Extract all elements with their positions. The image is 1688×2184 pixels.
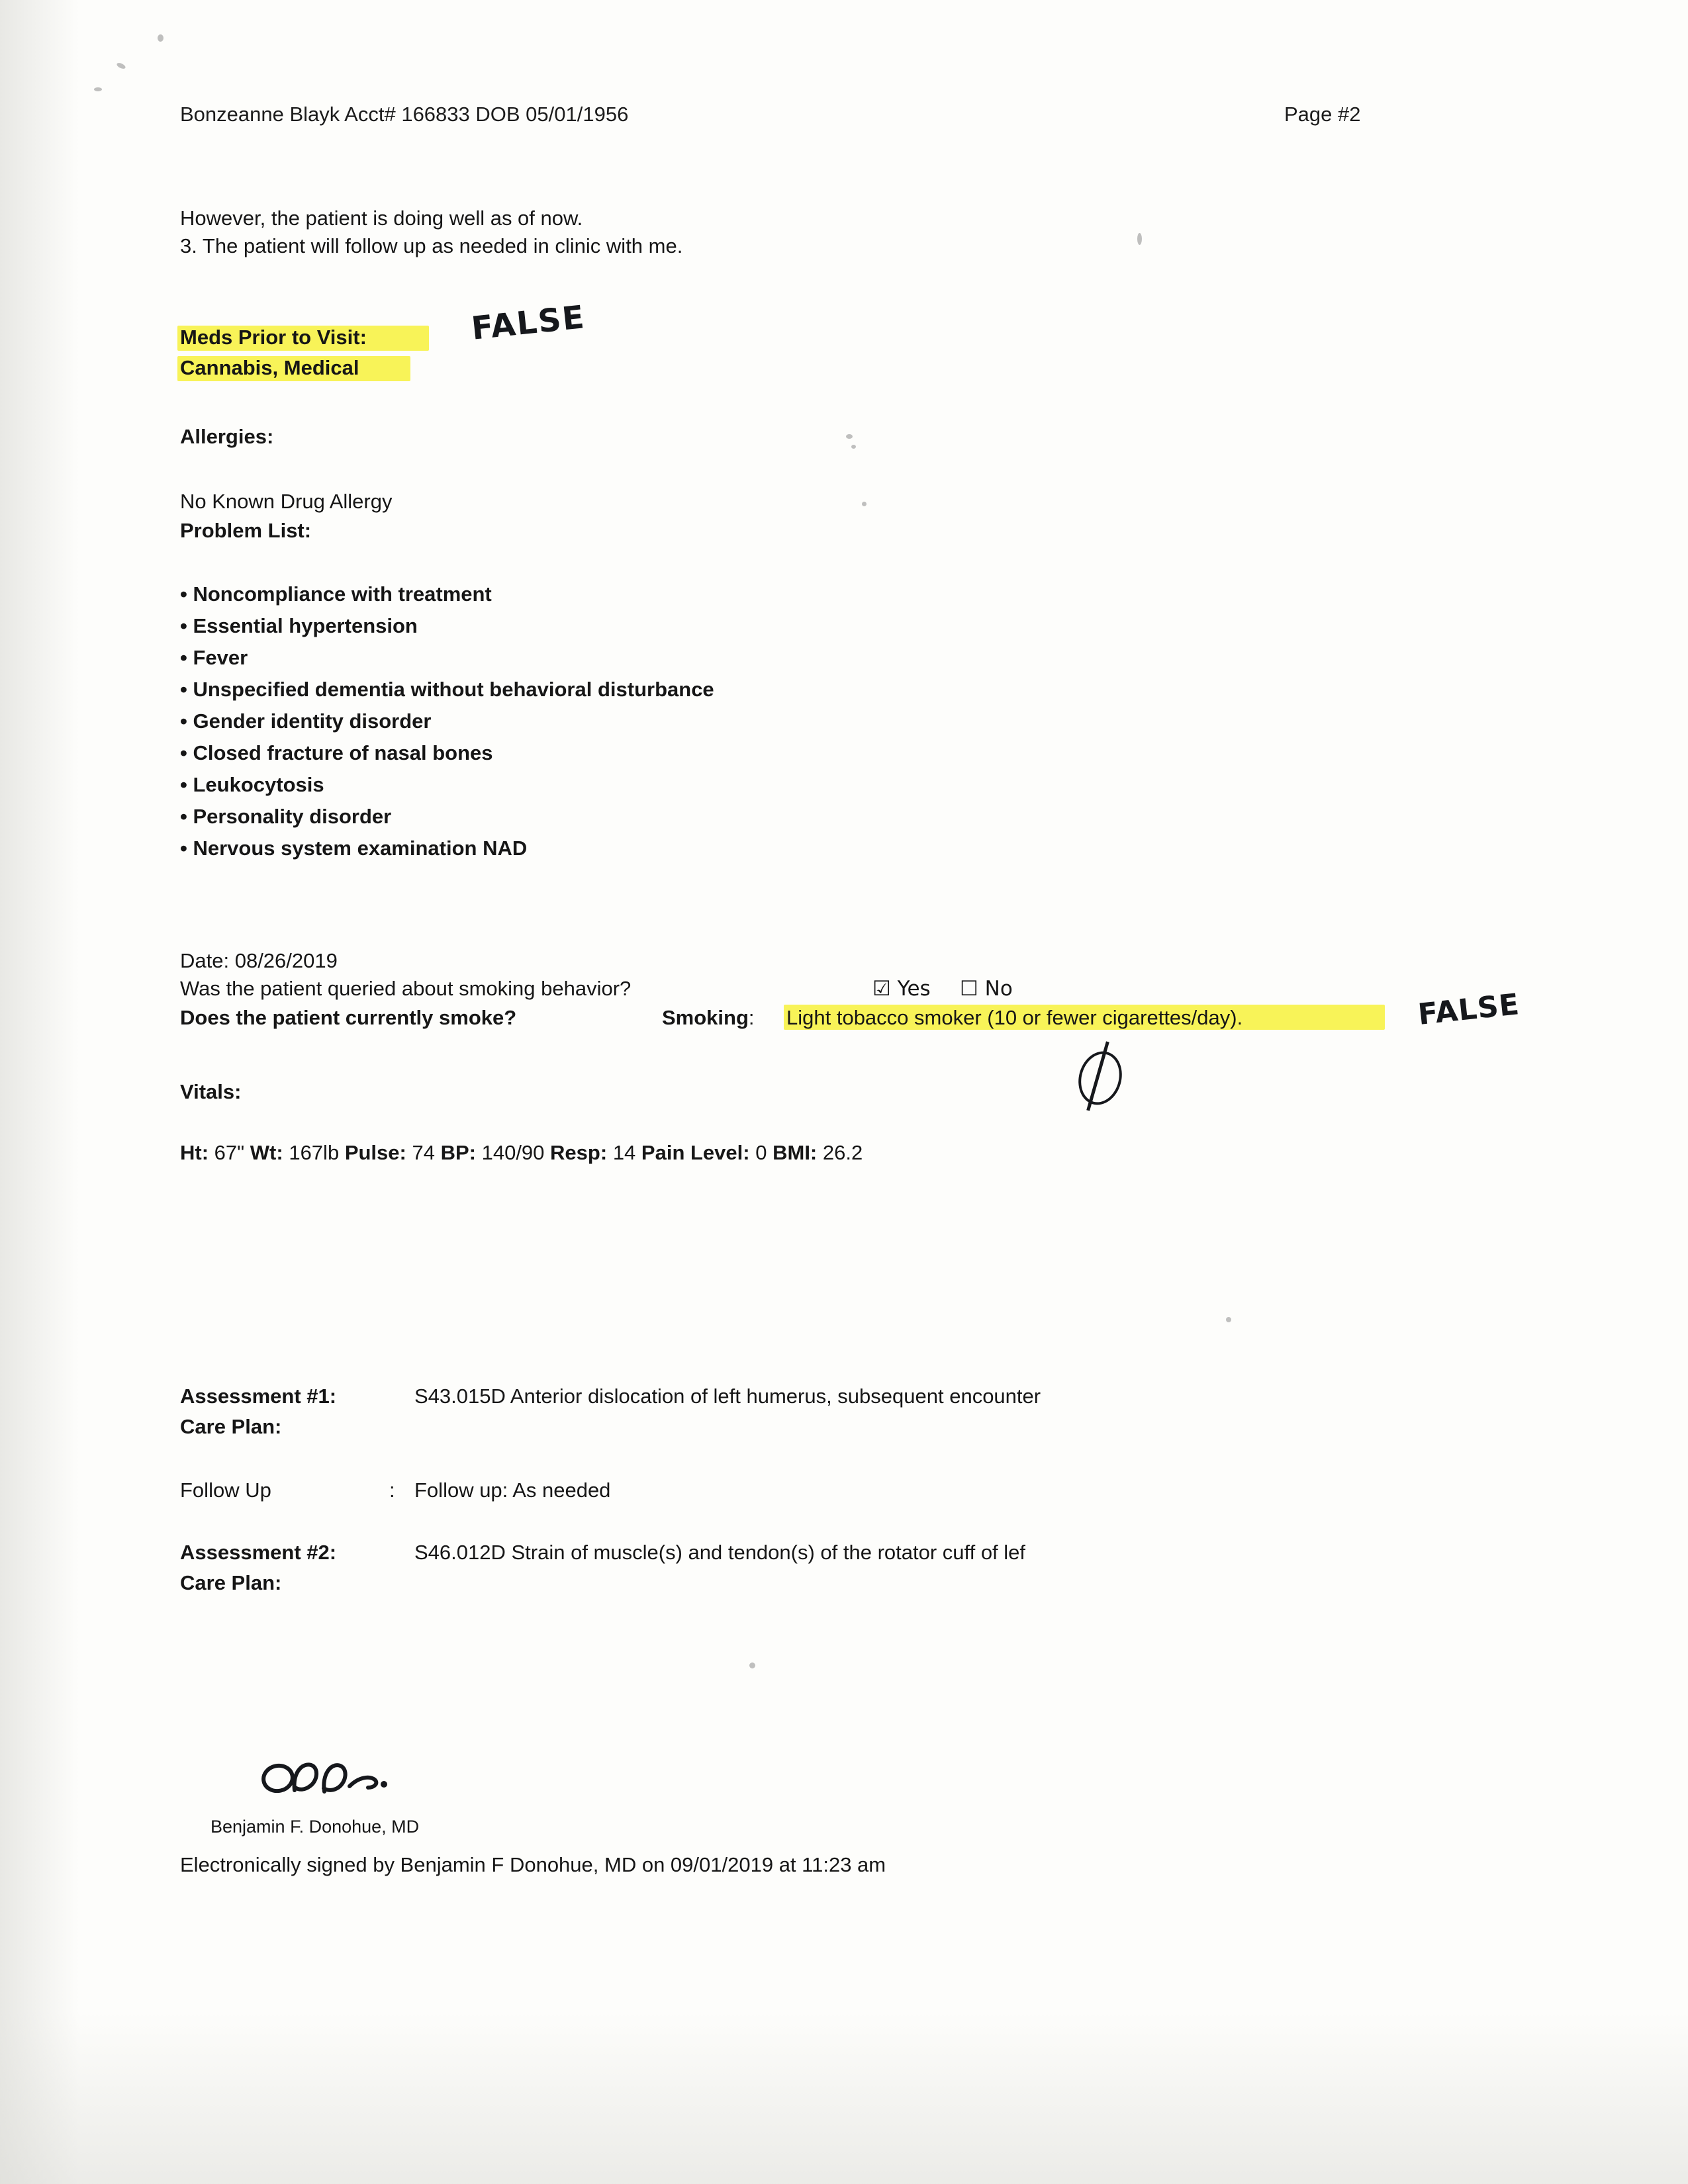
electronic-signature-line: Electronically signed by Benjamin F Donohue, MD on 09/01/2019 at 11:23 am	[180, 1853, 886, 1876]
list-item: • Gender identity disorder	[180, 709, 432, 733]
handwritten-zero-mark	[1072, 1046, 1128, 1110]
vitals-pain-label: Pain Level:	[641, 1141, 750, 1164]
follow-up-label: Follow Up	[180, 1479, 271, 1502]
list-item-label: Noncompliance with treatment	[193, 582, 492, 606]
list-item: • Noncompliance with treatment	[180, 582, 492, 606]
smoking-label-text: Smoking	[662, 1006, 749, 1029]
vitals-bp-value: 140/90	[481, 1141, 545, 1164]
handwritten-annotation-smoking: FALSE	[1416, 987, 1522, 1032]
list-item: • Essential hypertension	[180, 614, 418, 637]
social-history-date: Date: 08/26/2019	[180, 949, 338, 972]
smoking-query-question: Was the patient queried about smoking behavior?	[180, 977, 632, 1000]
smoking-separator: :	[748, 1006, 755, 1029]
narrative-line-2: 3. The patient will follow up as needed in clinic with me.	[180, 234, 683, 257]
vitals-bp-label: BP:	[440, 1141, 476, 1164]
vitals-resp-value: 14	[612, 1141, 636, 1164]
list-item-label: Personality disorder	[193, 805, 392, 828]
list-item: • Fever	[180, 646, 248, 669]
smoking-value: Light tobacco smoker (10 or fewer cigarettes/day).	[786, 1006, 1243, 1029]
list-item-label: Nervous system examination NAD	[193, 837, 528, 860]
handwritten-annotation-meds: FALSE	[469, 298, 587, 347]
assessment-2-text: S46.012D Strain of muscle(s) and tendon(s) of the rotator cuff of lef	[414, 1541, 1026, 1564]
handwritten-signature	[258, 1757, 397, 1803]
vitals-pain-value: 0	[755, 1141, 767, 1164]
list-item: • Nervous system examination NAD	[180, 837, 528, 860]
vitals-wt-value: 167lb	[289, 1141, 340, 1164]
vitals-pulse-value: 74	[412, 1141, 435, 1164]
vitals-bmi-value: 26.2	[822, 1141, 863, 1164]
list-item-label: Gender identity disorder	[193, 709, 432, 733]
assessment-2-label: Assessment #2:	[180, 1541, 337, 1564]
no-label: No	[984, 977, 1013, 1001]
vitals-ht-label: Ht:	[180, 1141, 209, 1164]
assessment-2-care-plan-label: Care Plan:	[180, 1571, 282, 1594]
vitals-row	[180, 1140, 863, 1166]
vitals-pulse-label: Pulse:	[344, 1141, 406, 1164]
assessment-1-label: Assessment #1:	[180, 1385, 337, 1408]
vitals-label: Vitals:	[180, 1080, 242, 1103]
meds-prior-value: Cannabis, Medical	[180, 356, 359, 379]
vitals-ht-value: 67"	[214, 1141, 245, 1164]
smoking-field-label	[662, 1005, 755, 1031]
smoking-query-yes-checkbox[interactable]	[872, 976, 931, 1002]
allergies-label: Allergies:	[180, 425, 274, 448]
signature-printed-name: Benjamin F. Donohue, MD	[211, 1817, 420, 1837]
problem-list-label: Problem List:	[180, 519, 312, 542]
assessment-1-care-plan-label: Care Plan:	[180, 1415, 282, 1438]
vitals-wt-label: Wt:	[250, 1141, 283, 1164]
list-item-label: Closed fracture of nasal bones	[193, 741, 493, 764]
list-item: • Unspecified dementia without behavioral disturbance	[180, 678, 714, 701]
list-item: • Personality disorder	[180, 805, 392, 828]
list-item-label: Essential hypertension	[193, 614, 418, 637]
patient-header: Bonzeanne Blayk Acct# 166833 DOB 05/01/1956	[180, 103, 629, 126]
follow-up-value: Follow up: As needed	[414, 1479, 611, 1502]
list-item: • Leukocytosis	[180, 773, 324, 796]
follow-up-separator: :	[389, 1479, 395, 1502]
yes-checkbox-glyph: ☑	[872, 977, 891, 1001]
list-item: • Closed fracture of nasal bones	[180, 741, 493, 764]
no-checkbox-glyph: ☐	[960, 977, 978, 1001]
page-number: Page #2	[1284, 103, 1361, 126]
allergies-value: No Known Drug Allergy	[180, 490, 393, 513]
narrative-line-1: However, the patient is doing well as of now.	[180, 206, 583, 230]
currently-smoke-label: Does the patient currently smoke?	[180, 1006, 517, 1029]
list-item-label: Unspecified dementia without behavioral disturbance	[193, 678, 714, 701]
list-item-label: Leukocytosis	[193, 773, 324, 796]
meds-prior-label: Meds Prior to Visit:	[180, 326, 367, 349]
vitals-resp-label: Resp:	[550, 1141, 608, 1164]
smoking-query-no-checkbox[interactable]	[960, 976, 1013, 1002]
list-item-label: Fever	[193, 646, 248, 669]
yes-label: Yes	[897, 977, 931, 1001]
vitals-bmi-label: BMI:	[773, 1141, 818, 1164]
assessment-1-text: S43.015D Anterior dislocation of left humerus, subsequent encounter	[414, 1385, 1041, 1408]
